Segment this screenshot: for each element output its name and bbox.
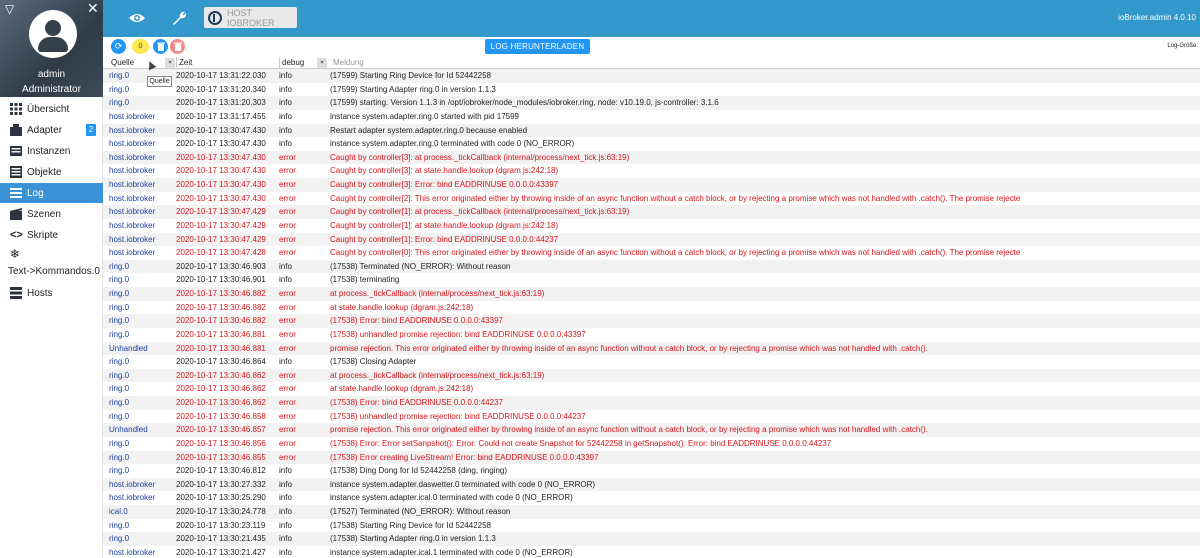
log-source: ring.0 [109,357,130,367]
log-source: ring.0 [109,438,130,448]
log-row [103,396,1200,410]
log-level: info [279,125,292,135]
count-label: 0 [138,43,143,50]
log-message: Caught by controller[1]: at process._tickCallback (internal/process/next_tick.js:63:19) [330,207,630,217]
log-level: error [279,329,296,339]
log-message: instance system.adapter.daswetter.0 terminated with code 0 (NO_ERROR) [330,479,596,489]
source-filter[interactable]: Quelle [111,58,135,67]
log-row [103,233,1200,247]
log-level: error [279,411,296,421]
log-source: Unhandled [109,425,148,435]
wrench-icon[interactable] [170,9,188,27]
log-message: (17538) Ding Dong for Id 52442258 (ding, ringing) [330,466,508,476]
log-table [103,69,1200,558]
log-row [103,83,1200,97]
log-source: host.iobroker [109,193,156,203]
trash-icon [174,42,182,51]
log-message: at state.handle.lookup (dgram.js:242:18) [330,302,474,312]
iobroker-host-icon [208,11,222,25]
log-source: host.iobroker [109,248,156,258]
log-source: ring.0 [109,98,130,108]
log-row [103,219,1200,233]
log-message: (17538) Starting Ring Device for Id 52442258 [330,520,491,530]
log-level: info [279,84,292,94]
sidebar-item-label: Objekte [27,166,62,178]
log-row [103,205,1200,219]
log-source: ring.0 [109,289,130,298]
log-message: (17527) Terminated (NO_ERROR): Without reason [330,507,511,516]
log-source: host.iobroker [109,220,156,230]
log-row [103,491,1200,505]
log-row [103,151,1200,165]
chevron-down-icon[interactable]: ▾ [165,58,175,68]
log-row [103,437,1200,451]
snowflake-icon: ❄ [10,247,21,261]
log-toolbar [103,37,1200,57]
log-level: info [279,493,292,503]
log-message: at process._tickCallback (internal/process/next_tick.js:63:19) [330,289,545,298]
log-source: ring.0 [109,398,130,407]
log-level: info [279,275,292,285]
log-time: 2020-10-17 13:30:46.881 [176,343,266,353]
log-message: promise rejection. This error originated either by throwing inside of an async function without a catch block, or by rejecting a promise which was not handled with .catch(). [330,343,928,353]
log-time: 2020-10-17 13:31:20.303 [176,98,266,108]
log-time: 2020-10-17 13:30:46.882 [176,316,266,326]
log-icon [10,187,22,199]
refresh-icon: ⟳ [114,41,123,51]
log-level: error [279,384,296,394]
sidebar-item-objects[interactable] [0,162,103,182]
log-row [103,110,1200,124]
log-message: Caught by controller[0]: This error originated either by throwing inside of an async function without a catch block, or by rejecting a promise which was not handled with .catch(). The promise rejecte [330,248,1021,258]
log-message: instance system.adapter.ring.0 started with pid 17599 [330,111,519,121]
level-filter[interactable]: debug [279,57,323,69]
log-source: Unhandled [109,343,148,353]
sidebar-item-hosts[interactable] [0,283,103,303]
filter-row [103,57,1200,69]
log-level: info [279,261,292,271]
log-source: host.iobroker [109,207,156,217]
log-level: info [279,547,292,557]
sidebar-item-label: Hosts [27,287,53,299]
log-level: error [279,166,296,176]
log-time: 2020-10-17 13:30:47.429 [176,207,266,217]
log-time: 2020-10-17 13:30:21.435 [176,534,266,544]
log-row [103,464,1200,478]
log-message: instance system.adapter.ical.1 terminated with code 0 (NO_ERROR) [330,547,573,557]
sidebar-item-label: Skripte [27,229,59,241]
log-message: Restart adapter system.adapter.ring.0 because enabled [330,125,528,135]
sidebar-item-scripts[interactable] [0,225,103,245]
log-level: error [279,316,296,326]
log-source: ring.0 [109,384,130,394]
tooltip: Quelle [147,76,172,87]
log-message: at process._tickCallback (internal/process/next_tick.js:63:19) [330,370,545,380]
objects-icon [10,166,22,178]
log-level: info [279,466,292,476]
log-source: ring.0 [109,370,130,380]
log-message: Caught by controller[3]: at state.handle.lookup (dgram.js:242:18) [330,166,559,176]
log-message: (17599) starting. Version 1.1.3 in /opt/iobroker/node_modules/iobroker.ring, node: v10.19.0, js-controller: 3.1.6 [330,98,719,108]
log-message: at state.handle.lookup (dgram.js:242:18) [330,384,474,394]
log-level: error [279,220,296,230]
sidebar-item-label: Text->Kommandos.0 [8,265,100,277]
log-time: 2020-10-17 13:30:27.332 [176,479,266,489]
log-time: 2020-10-17 13:30:46.855 [176,452,266,462]
log-row [103,369,1200,383]
log-message: Caught by controller[3]: Error: bind EADDRINUSE 0.0.0.0:43397 [330,180,559,189]
log-message: (17538) unhandled promise rejection: bind EADDRINUSE 0.0.0.0:43397 [330,329,586,339]
log-row [103,260,1200,274]
log-level: error [279,289,296,298]
log-source: ring.0 [109,275,130,285]
log-message: Caught by controller[2]: This error originated either by throwing inside of an async function without a catch block, or by rejecting a promise which was not handled with .catch(). The promise rejecte [330,193,1021,203]
log-row [103,96,1200,110]
host-button-label: HOST IOBROKER [227,7,275,28]
message-filter-input[interactable]: Meldung [333,58,364,67]
top-header [103,0,1200,37]
log-time: 2020-10-17 13:30:47.430 [176,125,266,135]
log-time: 2020-10-17 13:30:47.430 [176,180,266,189]
log-time: 2020-10-17 13:30:46.856 [176,438,266,448]
log-row [103,301,1200,315]
log-level: error [279,370,296,380]
log-row [103,314,1200,328]
instances-icon [10,145,22,157]
trash-icon [157,42,165,51]
log-row [103,246,1200,260]
log-time: 2020-10-17 13:30:47.429 [176,220,266,230]
log-row [103,124,1200,138]
sidebar-item-text-commands[interactable] [0,262,103,280]
log-message: (17538) Terminated (NO_ERROR): Without reason [330,261,511,271]
log-row [103,287,1200,301]
log-source: host.iobroker [109,234,156,244]
log-message: promise rejection. This error originated either by throwing inside of an async function without a catch block, or by rejecting a promise which was not handled with .catch(). [330,425,928,435]
version-label: ioBroker.admin 4.0.10 [1118,13,1196,22]
log-message: Caught by controller[3]: at process._tickCallback (internal/process/next_tick.js:63:19) [330,152,630,162]
log-time: 2020-10-17 13:30:25.290 [176,493,266,503]
log-time: 2020-10-17 13:30:46.881 [176,329,266,339]
log-time: 2020-10-17 13:30:21.427 [176,547,266,557]
log-source: ring.0 [109,452,130,462]
log-message: (17538) Error: bind EADDRINUSE 0.0.0.0:44237 [330,398,503,407]
log-row [103,519,1200,533]
log-level: error [279,193,296,203]
log-time: 2020-10-17 13:30:46.812 [176,466,266,476]
sidebar-item-label: Instanzen [27,145,71,157]
log-row [103,423,1200,437]
time-filter-input[interactable]: Zeit [176,57,276,69]
log-time: 2020-10-17 13:30:47.430 [176,139,266,149]
log-level: info [279,357,292,367]
hosts-icon [10,287,22,299]
log-row [103,273,1200,287]
log-source: ring.0 [109,520,130,530]
scenes-icon [10,208,22,220]
log-source: host.iobroker [109,125,156,135]
log-row [103,342,1200,356]
log-time: 2020-10-17 13:30:24.778 [176,507,266,516]
log-time: 2020-10-17 13:30:46.864 [176,357,266,367]
log-time: 2020-10-17 13:30:46.862 [176,370,266,380]
log-time: 2020-10-17 13:30:46.882 [176,302,266,312]
log-source: ring.0 [109,316,130,326]
adapter-icon [10,124,22,136]
log-source: ring.0 [109,71,130,80]
log-source: host.iobroker [109,180,156,189]
log-source: host.iobroker [109,479,156,489]
log-level: info [279,534,292,544]
iobroker-logo-icon[interactable]: ▽ [5,2,15,16]
log-row [103,478,1200,492]
log-source: ring.0 [109,329,130,339]
log-source: host.iobroker [109,547,156,557]
user-role: Administrator [22,84,81,95]
log-row [103,532,1200,546]
host-selector-button[interactable] [204,7,297,28]
log-level: info [279,479,292,489]
log-level: error [279,343,296,353]
log-source: ical.0 [109,507,128,516]
chevron-down-icon[interactable]: ▾ [317,58,327,68]
log-time: 2020-10-17 13:30:46.862 [176,384,266,394]
user-profile [0,0,103,97]
delete-button[interactable] [170,39,185,54]
log-source: ring.0 [109,411,130,421]
refresh-button[interactable] [111,39,126,54]
log-level: info [279,71,292,80]
log-time: 2020-10-17 13:30:46.882 [176,289,266,298]
log-level: error [279,207,296,217]
log-source: ring.0 [109,466,130,476]
log-level: error [279,452,296,462]
log-row [103,178,1200,192]
log-time: 2020-10-17 13:30:46.903 [176,261,266,271]
log-time: 2020-10-17 13:30:46.858 [176,411,266,421]
download-log-button[interactable]: LOG HERUNTERLADEN [485,39,590,54]
log-time: 2020-10-17 13:31:17.455 [176,111,266,121]
log-time: 2020-10-17 13:31:20.340 [176,84,266,94]
log-source: host.iobroker [109,139,156,149]
log-time: 2020-10-17 13:30:47.430 [176,152,266,162]
log-time: 2020-10-17 13:31:22.030 [176,71,266,80]
eye-icon[interactable] [128,9,146,27]
log-time: 2020-10-17 13:30:46.901 [176,275,266,285]
log-row [103,69,1200,83]
log-message: instance system.adapter.ring.0 terminated with code 0 (NO_ERROR) [330,139,575,149]
log-message: (17538) Closing Adapter [330,357,417,367]
log-time: 2020-10-17 13:30:46.862 [176,398,266,407]
log-message: Caught by controller[1]: Error: bind EADDRINUSE 0.0.0.0:44237 [330,234,559,244]
adapter-count-badge: 2 [86,124,96,136]
log-size-label: Log-Größe: [1167,43,1198,49]
code-icon: <> [10,229,23,241]
log-message: (17538) Error: bind EADDRINUSE 0.0.0.0:43397 [330,316,503,326]
log-message: (17538) terminating [330,275,400,285]
log-level: info [279,139,292,149]
log-source: ring.0 [109,84,130,94]
log-row [103,164,1200,178]
log-message: Caught by controller[1]: at state.handle.lookup (dgram.js:242:18) [330,220,559,230]
log-message: (17538) Error: Error setSanpshot(): Error: Could not create Snapshot for 52442258 in getSnapshot(). Error: bind EADDRINUSE 0.0.0.0:44237 [330,438,832,448]
sidebar-item-overview[interactable] [0,99,103,119]
log-time: 2020-10-17 13:30:47.428 [176,248,266,258]
log-row [103,505,1200,519]
log-time: 2020-10-17 13:30:23.119 [176,520,266,530]
log-row [103,355,1200,369]
log-source: ring.0 [109,534,130,544]
log-message: (17538) Starting Adapter ring.0 in version 1.1.3 [330,534,496,544]
log-source: host.iobroker [109,166,156,176]
avatar [29,10,77,58]
log-time: 2020-10-17 13:30:47.430 [176,166,266,176]
log-level: error [279,302,296,312]
log-row [103,546,1200,558]
log-source: host.iobroker [109,152,156,162]
log-source: host.iobroker [109,111,156,121]
log-row [103,451,1200,465]
log-time: 2020-10-17 13:30:47.429 [176,234,266,244]
log-level: info [279,507,292,516]
log-row [103,382,1200,396]
sidebar-item-instances[interactable] [0,141,103,161]
log-level: error [279,180,296,189]
sidebar-item-label: Adapter [27,124,63,136]
sidebar [0,0,103,558]
sidebar-item-scenes[interactable] [0,204,103,224]
log-source: ring.0 [109,302,130,312]
log-level: info [279,520,292,530]
log-row [103,328,1200,342]
username: admin [37,69,66,80]
log-message: instance system.adapter.ical.0 terminated with code 0 (NO_ERROR) [330,493,573,503]
sidebar-item-log[interactable] [0,183,103,203]
sidebar-item-label: Log [27,187,44,199]
log-level: error [279,152,296,162]
log-message: (17599) Starting Adapter ring.0 in version 1.1.3 [330,84,496,94]
log-row [103,137,1200,151]
log-level: error [279,438,296,448]
log-source: host.iobroker [109,493,156,503]
log-message: (17599) Starting Ring Device for Id 52442258 [330,71,491,80]
clear-button[interactable] [153,39,168,54]
grid-icon [10,103,22,115]
log-level: info [279,111,292,121]
log-time: 2020-10-17 13:30:47.430 [176,193,266,203]
log-level: info [279,98,292,108]
log-message: (17538) Error creating LiveStream! Error: bind EADDRINUSE 0.0.0.0:43397 [330,452,599,462]
log-row [103,192,1200,206]
sidebar-item-label: Übersicht [27,103,70,115]
log-level: error [279,234,296,244]
log-level: error [279,425,296,435]
sidebar-item-text-commands-icon-row[interactable] [0,247,103,261]
close-icon[interactable]: ✕ [87,0,99,16]
log-time: 2020-10-17 13:30:46.857 [176,425,266,435]
sidebar-item-adapter[interactable] [0,120,103,140]
log-level: error [279,248,296,258]
log-level: error [279,398,296,407]
sidebar-item-label: Szenen [27,208,61,220]
log-message: (17538) unhandled promise rejection: bind EADDRINUSE 0.0.0.0:44237 [330,411,586,421]
pause-count-button[interactable] [132,39,149,54]
log-source: ring.0 [109,261,130,271]
log-row [103,410,1200,424]
